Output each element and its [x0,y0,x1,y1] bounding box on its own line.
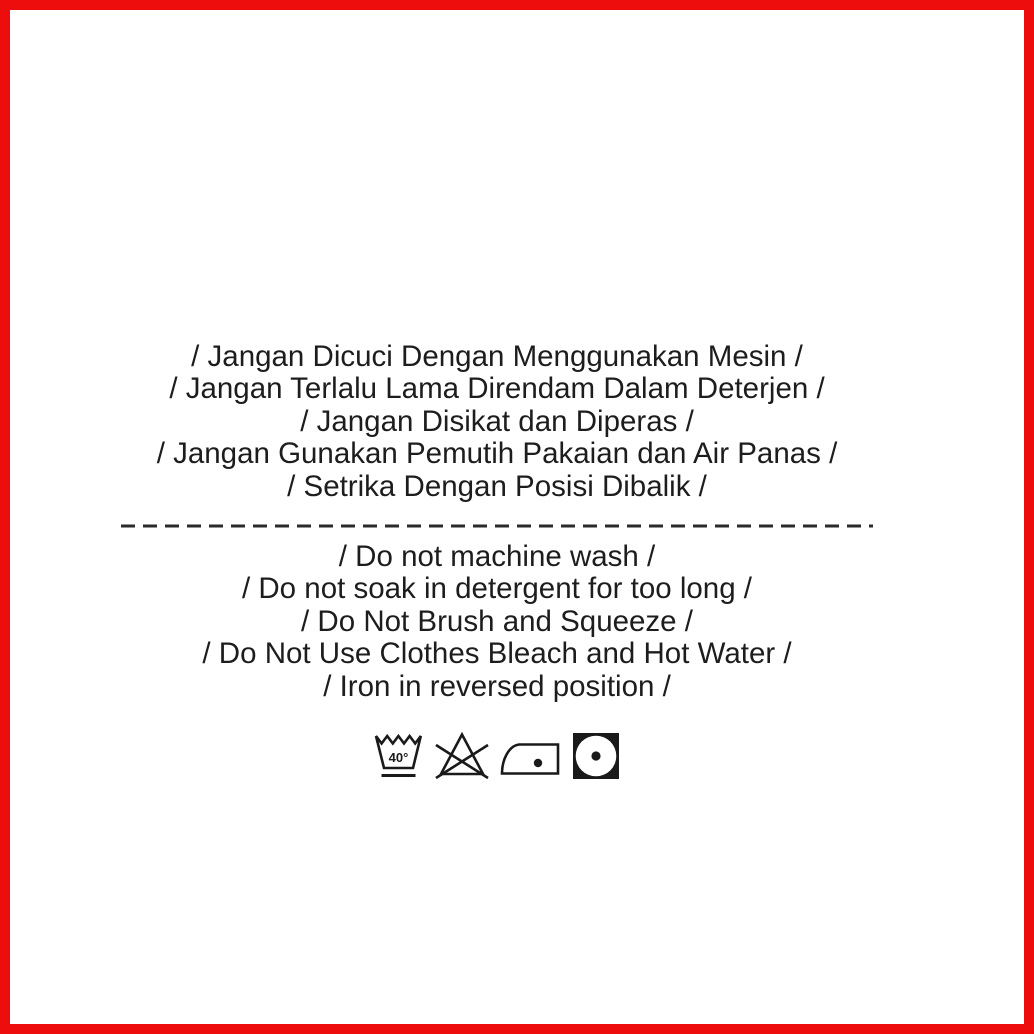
do-not-bleach-icon [434,730,490,782]
dashed-divider [121,515,873,519]
care-instruction-line: / Jangan Terlalu Lama Direndam Dalam Deterjen / [169,372,825,406]
care-instruction-line: / Jangan Gunakan Pemutih Pakaian dan Air Panas / [156,437,838,471]
care-instruction-line: / Jangan Dicuci Dengan Menggunakan Mesin / [191,340,803,373]
care-label-content [0,341,1004,783]
wash-temperature-label: 40° [388,750,408,766]
care-instructions-indonesian [0,341,1004,503]
care-instruction-line: / Do Not Use Clothes Bleach and Hot Water / [202,637,792,671]
iron-one-dot-icon [499,732,561,780]
tumble-dry-one-dot-icon [570,730,622,782]
care-instruction-line: / Jangan Disikat dan Diperas / [300,404,694,438]
care-instruction-line: / Do Not Brush and Squeeze / [301,604,693,638]
care-instruction-line: / Do not machine wash / [338,540,656,574]
care-instruction-line: / Do not soak in detergent for too long / [241,572,752,606]
care-instruction-line: / Setrika Dengan Posisi Dibalik / [287,469,707,503]
wash-40-gentle-icon [373,729,425,783]
care-symbols-row [0,729,1004,783]
care-instructions-english [0,541,1004,703]
care-instruction-line: / Iron in reversed position / [323,669,671,703]
